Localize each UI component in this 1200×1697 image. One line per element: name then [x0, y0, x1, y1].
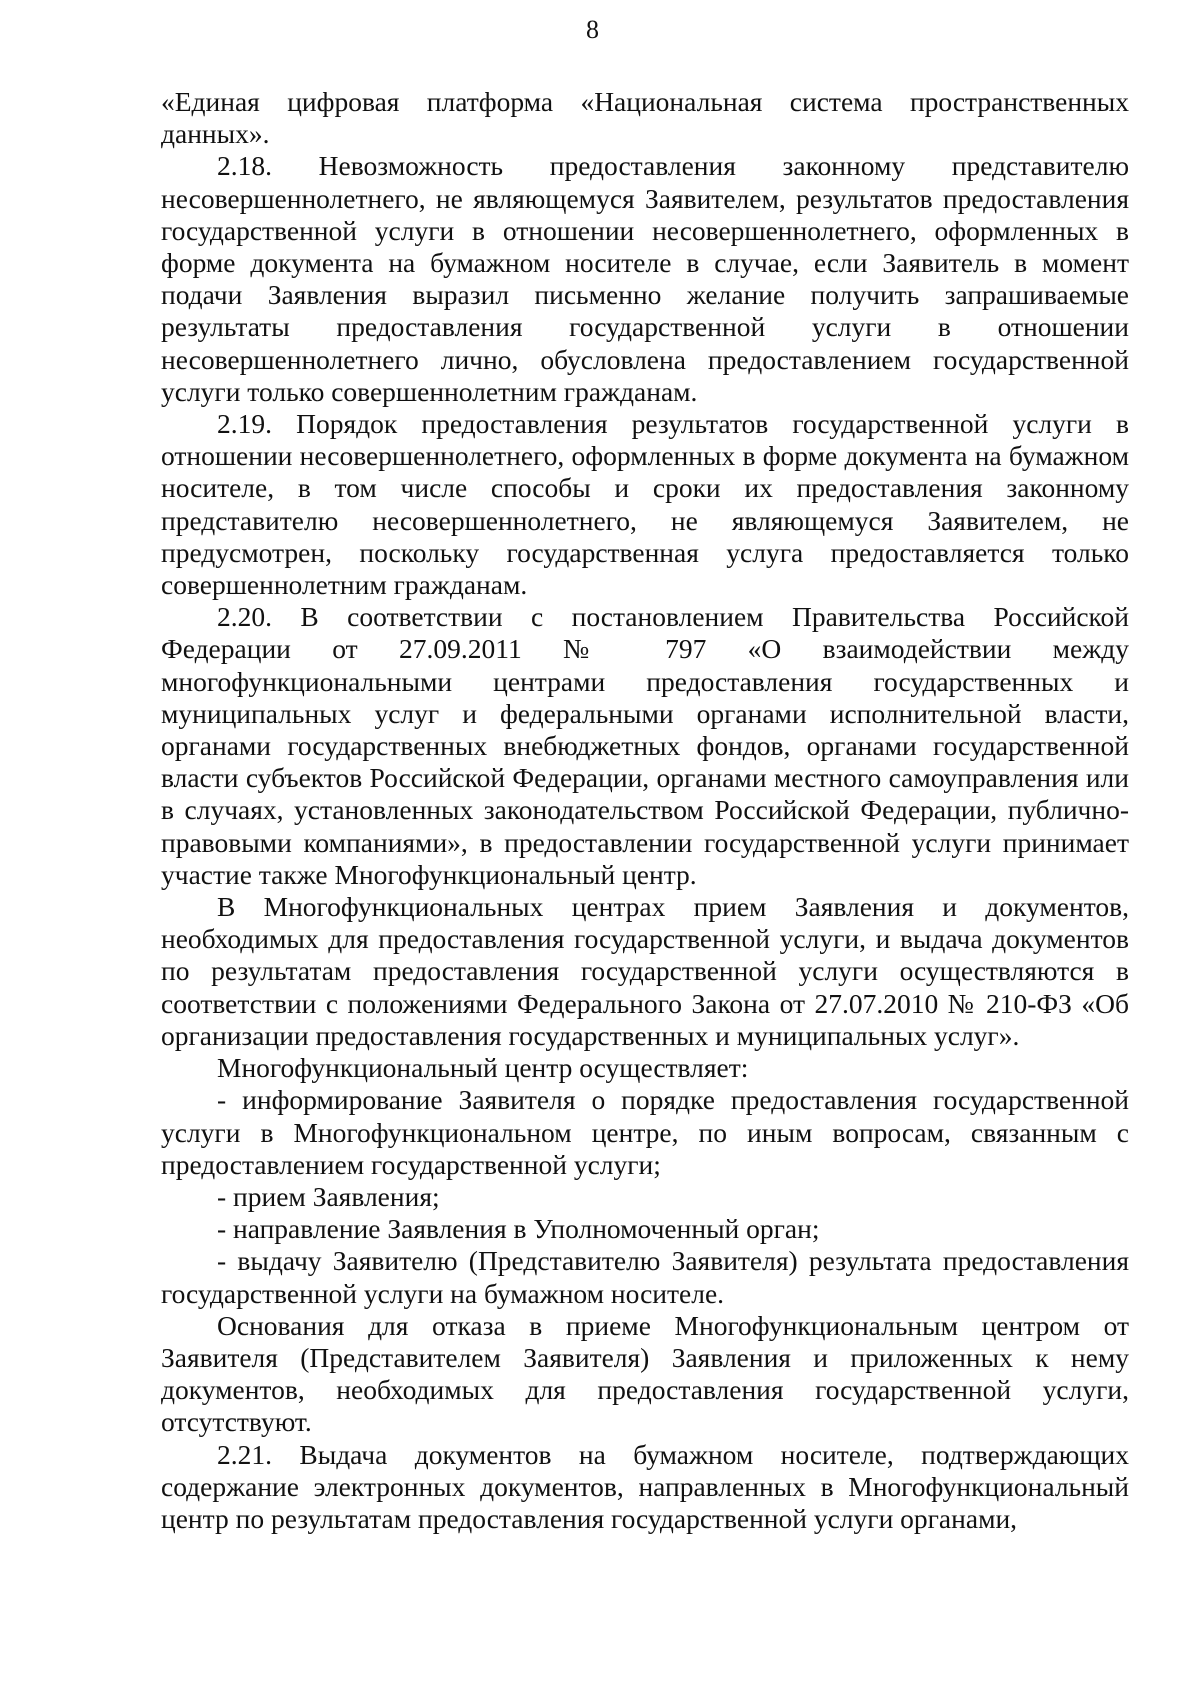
paragraph-2-20: 2.20. В соответствии с постановлением Правительства Российской Федерации от 27.09.2011 № 797 «О взаимодействии между многофункциональными центрами предоставления государственных и муниципальных услуг и федеральными органами исполнительной власти, органами государственных внебюджетных фондов, органами государственной власти субъектов Российской Федерации, органами местного самоуправления или в случаях, установленных законодательством Российской Федерации, публично-правовыми компаниями», в предоставлении государственной услуги принимает участие также Многофункциональный центр.: [161, 601, 1129, 890]
list-item-reception: - прием Заявления;: [217, 1180, 440, 1212]
paragraph-continuation: «Единая цифровая платформа «Национальная система пространственных данных».: [161, 86, 1129, 150]
list-item-issuance: - выдачу Заявителю (Представителю Заявителя) результата предоставления государственной услуги на бумажном носителе.: [161, 1245, 1129, 1309]
document-body: [161, 86, 1129, 1535]
paragraph-2-19: 2.19. Порядок предоставления результатов государственной услуги в отношении несовершеннолетнего, оформленных в форме документа на бумажном носителе, в том числе способы и сроки их предоставления законному представителю несовершеннолетнего, не являющемуся Заявителем, не предусмотрен, поскольку государственная услуга предоставляется только совершеннолетним гражданам.: [161, 408, 1129, 601]
paragraph-mfc-reception: В Многофункциональных центрах прием Заявления и документов, необходимых для предоставления государственной услуги, и выдача документов по результатам предоставления государственной услуги осуществляются в соответствии с положениями Федерального Закона от 27.07.2010 № 210-ФЗ «Об организации предоставления государственных и муниципальных услуг».: [161, 891, 1129, 1051]
list-item-informing: - информирование Заявителя о порядке предоставления государственной услуги в Многофункциональном центре, по иным вопросам, связанным с предоставлением государственной услуги;: [161, 1084, 1129, 1180]
paragraph-2-18: 2.18. Невозможность предоставления законному представителю несовершеннолетнего, не являющемуся Заявителем, результатов предоставления государственной услуги в отношении несовершеннолетнего, оформленных в форме документа на бумажном носителе в случае, если Заявитель в момент подачи Заявления выразил письменно желание получить запрашиваемые результаты предоставления государственной услуги в отношении несовершеннолетнего лично, обусловлена предоставлением государственной услуги только совершеннолетним гражданам.: [161, 150, 1129, 407]
list-item-forwarding: - направление Заявления в Уполномоченный орган;: [217, 1213, 820, 1245]
page-number: 8: [586, 15, 599, 44]
paragraph-refusal-grounds: Основания для отказа в приеме Многофункциональным центром от Заявителя (Представителем Заявителя) Заявления и приложенных к нему документов, необходимых для предоставления государственной услуги, отсутствуют.: [161, 1309, 1129, 1438]
paragraph-mfc-duties-intro: Многофункциональный центр осуществляет:: [217, 1052, 749, 1084]
paragraph-2-21: 2.21. Выдача документов на бумажном носителе, подтверждающих содержание электронных документов, направленных в Многофункциональный центр по результатам предоставления государственной услуги органами,: [161, 1438, 1129, 1534]
